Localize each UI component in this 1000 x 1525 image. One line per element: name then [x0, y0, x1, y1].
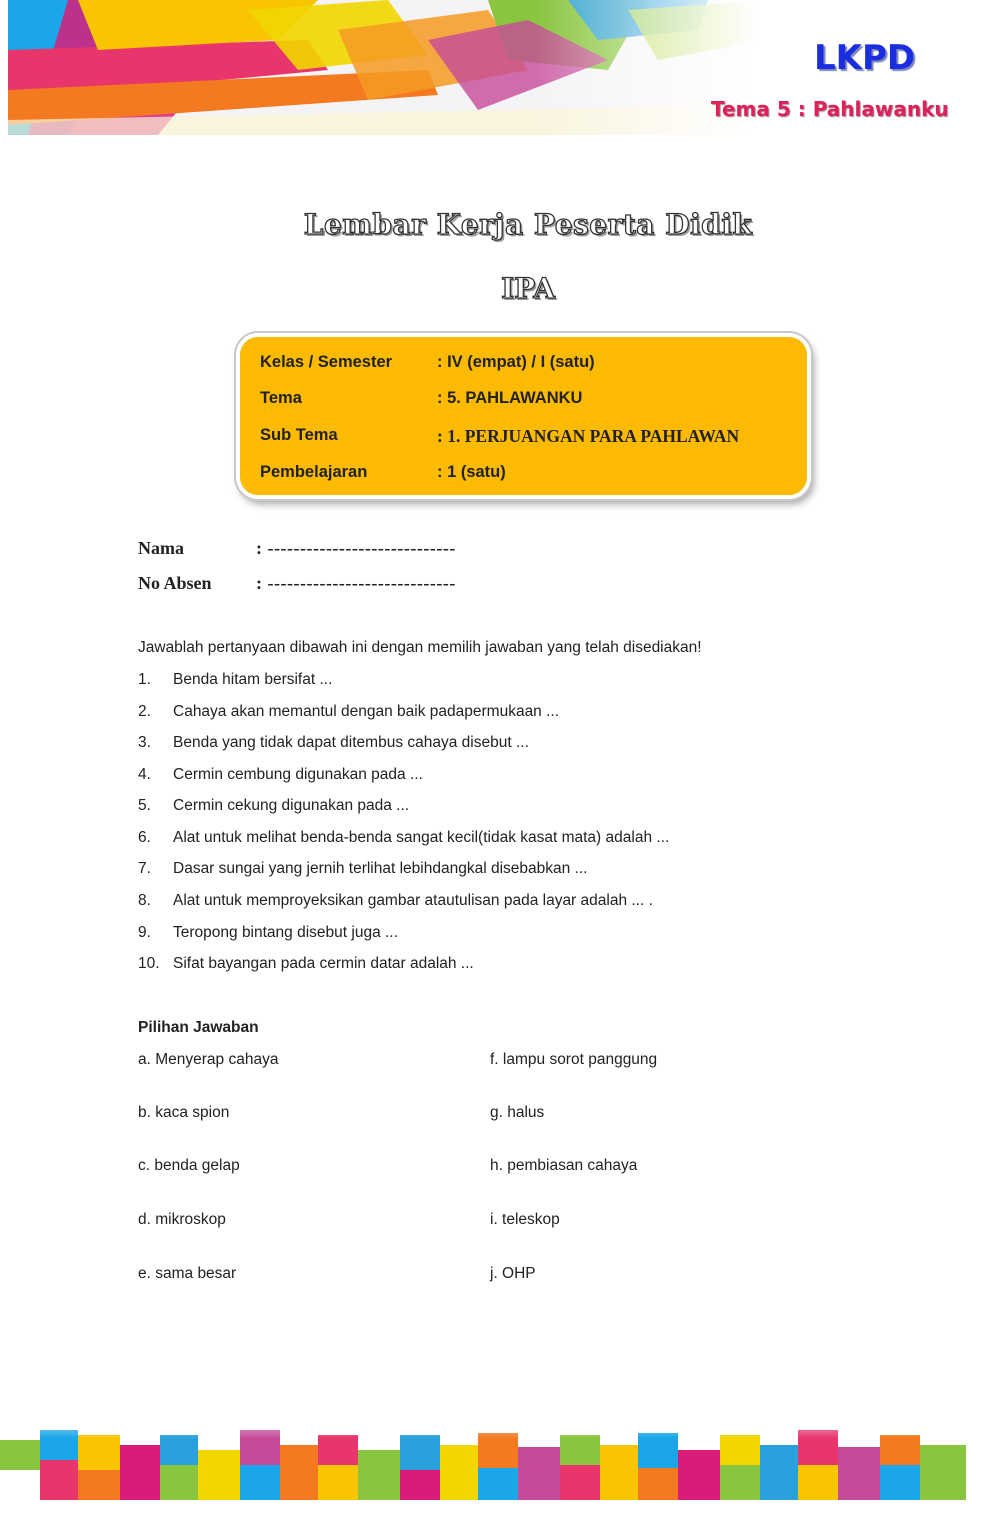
question-text: Dasar sungai yang jernih terlihat lebihdangkal disebabkan ...	[173, 860, 588, 877]
info-key: Tema	[260, 389, 302, 407]
absen-label: No Absen	[138, 573, 212, 593]
question-text: Cermin cembung digunakan pada ...	[173, 766, 423, 783]
info-key: Sub Tema	[260, 426, 338, 444]
option-c[interactable]: c. benda gelap	[138, 1157, 240, 1174]
option-b[interactable]: b. kaca spion	[138, 1104, 230, 1121]
option-g[interactable]: g. halus	[490, 1104, 545, 1121]
option-f[interactable]: f. lampu sorot panggung	[490, 1051, 658, 1068]
info-key: Pembelajaran	[260, 463, 368, 481]
question-text: Benda hitam bersifat ...	[173, 671, 333, 688]
option-i[interactable]: i. teleskop	[490, 1211, 560, 1228]
info-box	[236, 333, 811, 499]
question-text: Sifat bayangan pada cermin datar adalah ...	[173, 955, 474, 972]
info-value: : 5. PAHLAWANKU	[437, 389, 583, 407]
question-number: 2.	[138, 703, 151, 720]
option-a[interactable]: a. Menyerap cahaya	[138, 1051, 279, 1068]
instruction-text: Jawablah pertanyaan dibawah ini dengan memilih jawaban yang telah disediakan!	[138, 639, 702, 656]
info-value: : IV (empat) / I (satu)	[437, 353, 595, 371]
question-number: 10.	[138, 955, 160, 972]
question-text: Alat untuk memproyeksikan gambar atautulisan pada layar adalah ... .	[173, 892, 653, 909]
question-number: 4.	[138, 766, 151, 783]
question-text: Alat untuk melihat benda-benda sangat kecil(tidak kasat mata) adalah ...	[173, 829, 670, 846]
subject-title: IPA	[501, 272, 555, 305]
absen-blank[interactable]: : -----------------------------	[256, 573, 456, 593]
question-text: Benda yang tidak dapat ditembus cahaya disebut ...	[173, 734, 529, 751]
info-key: Kelas / Semester	[260, 353, 393, 371]
question-number: 8.	[138, 892, 151, 909]
logo-text: LKPD	[814, 38, 916, 78]
name-label: Nama	[138, 538, 184, 558]
page-title: Lembar Kerja Peserta Didik	[303, 208, 753, 241]
footer-blocks-graphic	[0, 1405, 966, 1500]
question-text: Cahaya akan memantul dengan baik padapermukaan ...	[173, 703, 560, 720]
name-blank[interactable]: : -----------------------------	[256, 538, 456, 558]
info-value: : 1. PERJUANGAN PARA PAHLAWAN	[437, 426, 740, 446]
question-number: 1.	[138, 671, 151, 688]
question-number: 6.	[138, 829, 151, 846]
info-value: : 1 (satu)	[437, 463, 506, 481]
question-number: 3.	[138, 734, 151, 751]
option-e[interactable]: e. sama besar	[138, 1265, 237, 1282]
question-number: 9.	[138, 924, 151, 941]
option-h[interactable]: h. pembiasan cahaya	[490, 1157, 638, 1174]
footer-banner	[0, 1405, 966, 1500]
option-d[interactable]: d. mikroskop	[138, 1211, 226, 1228]
question-number: 5.	[138, 797, 151, 814]
question-text: Teropong bintang disebut juga ...	[173, 924, 398, 941]
question-number: 7.	[138, 860, 151, 877]
question-text: Cermin cekung digunakan pada ...	[173, 797, 410, 814]
theme-label: Tema 5 : Pahlawanku	[711, 97, 949, 121]
option-j[interactable]: j. OHP	[490, 1265, 536, 1282]
options-heading: Pilihan Jawaban	[138, 1019, 259, 1036]
